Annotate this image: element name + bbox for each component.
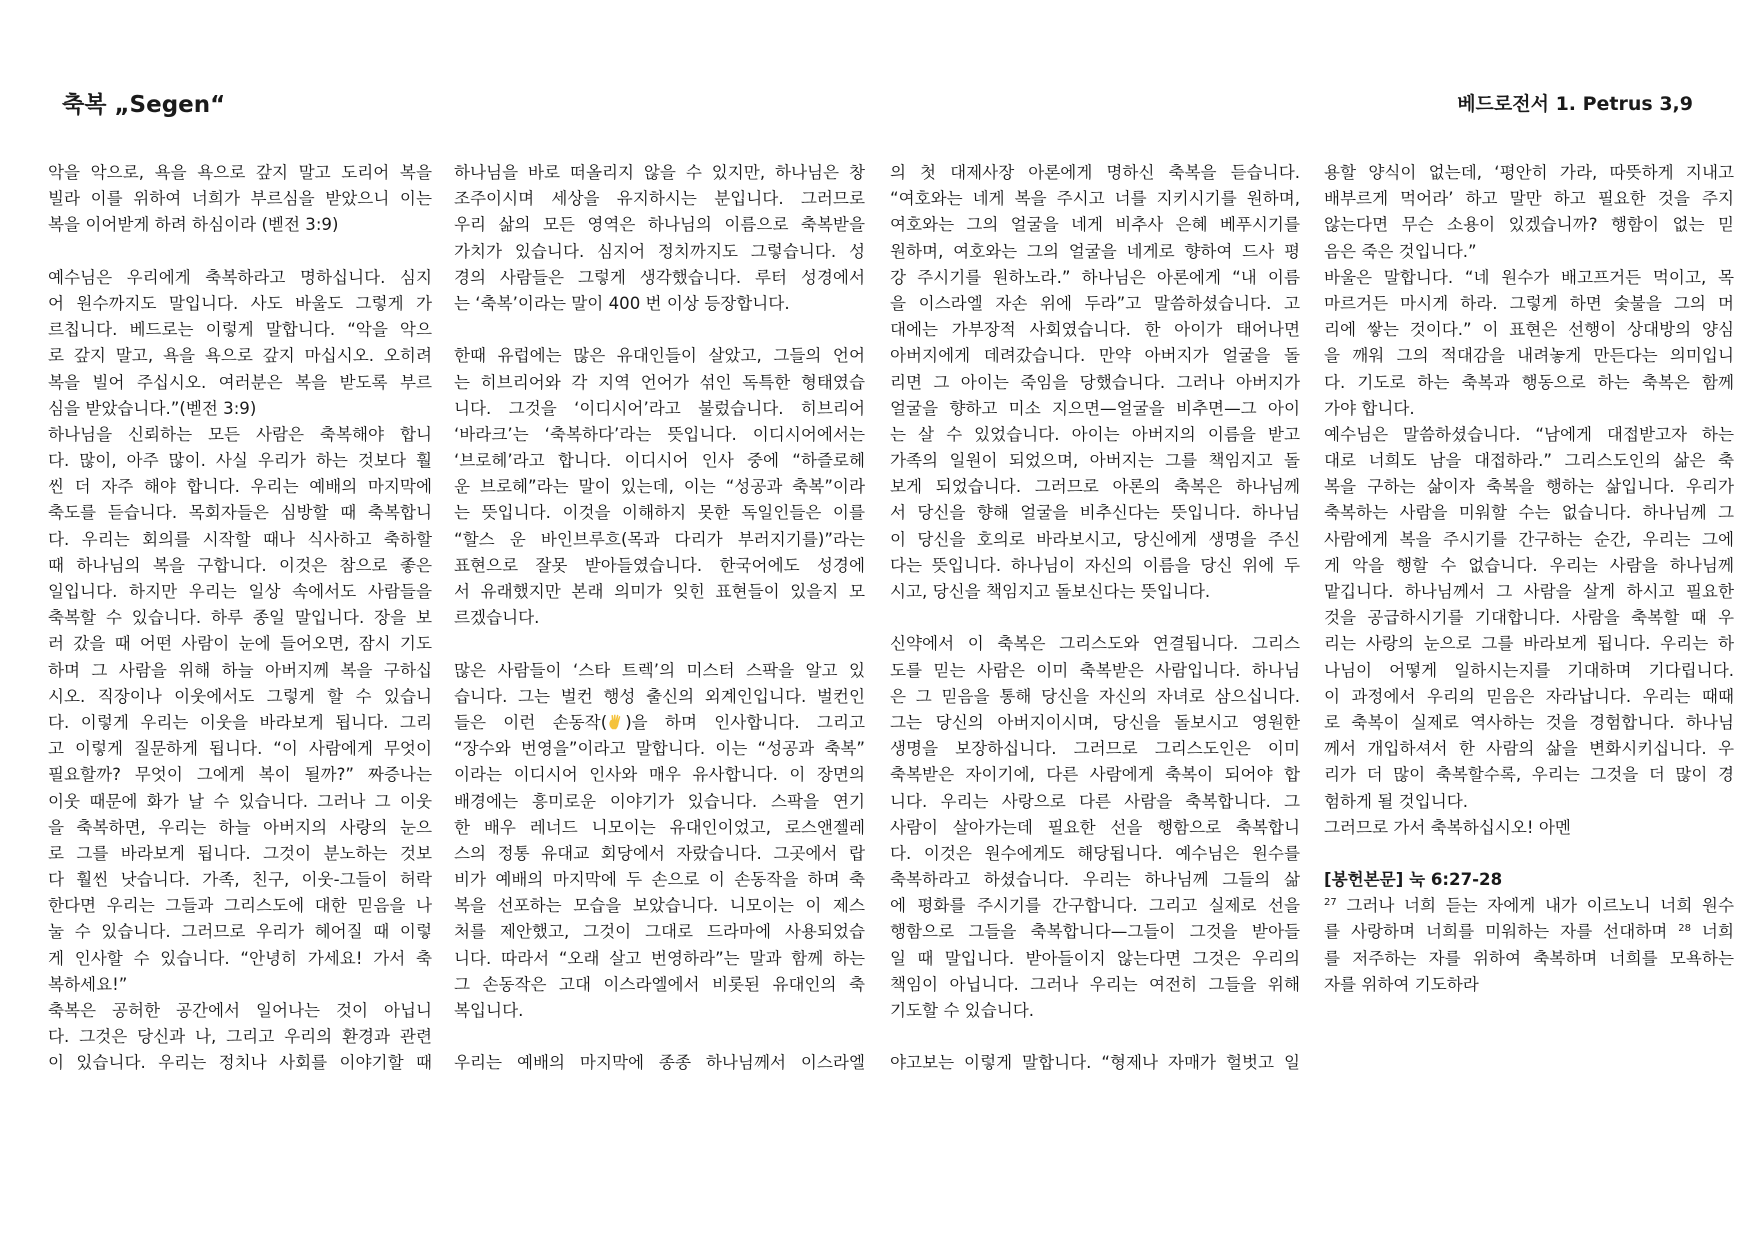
text-segment: 그러므로 가서 축복하십시오! 아멘 [1324,817,1571,837]
text-line [454,841,865,867]
text-line [890,527,1300,553]
text-segment: 악을 악으로, 욕을 욕으로 갚지 말고 도리어 복을 [48,163,432,182]
text-line [454,815,865,841]
text-segment: 바울은 말합니다. “네 원수가 배고프거든 먹이고, 목 [1324,267,1734,287]
text-segment: 복을 빌어 주십시오. 여러분은 복을 받도록 부르 [48,372,432,392]
text-segment: 는 ‘축복’이라는 말이 400 번 이상 등장합니다. [454,293,790,313]
text-line [890,474,1300,500]
text-segment: 기도할 수 있습니다. [890,1001,1035,1020]
paragraph-gap [890,605,1300,631]
text-line [890,1050,1300,1076]
text-segment: 때 하나님의 복을 구합니다. 이것은 참으로 좋은 [48,555,432,575]
text-segment: 에 평화를 주시기를 간구합니다. 그리고 실제로 선을 [890,896,1300,916]
text-segment: 맡깁니다. 하나님께서 그 사람을 살게 하시고 필요한 [1324,582,1734,601]
text-segment: 우리는 예배의 마지막에 종종 하나님께서 이스라엘 [454,1053,865,1073]
text-segment: 을 이스라엘 자손 위에 두라”고 말씀하셨습니다. 고 [890,293,1300,313]
text-segment: 복을 이어받게 하려 하심이라 (벧전 3:9) [48,215,339,235]
text-line [454,474,865,500]
text-line [454,448,865,474]
text-line [454,370,865,396]
text-segment: 생명을 보장하십니다. 그러므로 그리스도인은 이미 [890,739,1300,759]
text-line [890,553,1300,579]
text-segment: 일입니다. 하지만 우리는 일상 속에서도 사람들을 [48,582,432,601]
text-segment: 복하세요!” [48,974,128,994]
text-line [1324,291,1734,317]
text-line [48,160,432,186]
paragraph-gap [454,317,865,343]
text-line [454,527,865,553]
text-segment: 씬 더 자주 해야 합니다. 우리는 예배의 마지막에 [48,477,432,497]
text-line [1324,265,1734,291]
text-line [890,265,1300,291]
text-segment: 음은 죽은 것입니다.” [1324,241,1477,261]
text-line [1324,710,1734,736]
text-line [1324,658,1734,684]
paragraph-gap [890,1024,1300,1050]
text-segment: 하나님을 신뢰하는 모든 사람은 축복해야 합니 [48,424,432,444]
text-segment: 습니다. 그는 벌컨 행성 출신의 외계인입니다. 벌컨인 [454,686,865,706]
text-line [454,736,865,762]
text-line [48,422,432,448]
text-line [454,186,865,212]
text-segment: 배부르게 먹어라’ 하고 말만 하고 필요한 것을 주지 [1324,189,1734,209]
column-1 [48,160,432,1077]
text-line [454,265,865,291]
text-line [48,1050,432,1076]
text-segment: 그는 당신의 아버지이시며, 당신을 돌보시고 영원한 [890,712,1300,732]
page-title: 축복 „Segen“ [62,92,226,118]
text-line [890,867,1300,893]
text-segment: 는 뜻입니다. 이것을 이해하지 못한 독일인들은 이를 [454,503,865,523]
text-segment: 경의 사람들은 그렇게 생각했습니다. 루터 성경에서 [454,267,865,287]
text-line [1324,448,1734,474]
text-segment: 필요할까? 무엇이 그에게 복이 될까?” 짜증나는 [48,765,432,785]
text-segment: 어 원수까지도 말입니다. 사도 바울도 그렇게 가 [48,293,432,313]
text-segment: 시오. 직장이나 이웃에서도 그렇게 할 수 있습니 [48,686,432,706]
text-segment: 심을 받았습니다.”(벧전 3:9) [48,398,257,418]
text-line [1324,579,1734,605]
text-line [454,1050,865,1076]
text-line [48,998,432,1024]
text-line [48,684,432,710]
text-line [890,448,1300,474]
text-segment: 복입니다. [454,1001,524,1020]
text-segment: 르겠습니다. [454,608,540,628]
text-line [890,317,1300,343]
text-line [454,658,865,684]
text-line [890,631,1300,657]
text-line [1324,972,1734,998]
column-4 [1324,160,1734,998]
text-segment: 많은 사람들이 ‘스타 트렉’의 미스터 스팍을 알고 있 [454,660,865,680]
text-segment: 스의 정통 유대교 회당에서 자랐습니다. 그곳에서 랍 [454,843,865,863]
text-segment: 다. 우리는 회의를 시작할 때나 식사하고 축하할 [48,529,432,549]
text-segment: ‘브로헤’라고 합니다. 이디시어 인사 중에 “하즐로헤 [454,451,865,471]
text-segment: 우리 삶의 모든 영역은 하나님의 이름으로 축복받을 [454,215,865,235]
text-segment: 다. 그것은 당신과 나, 그리고 우리의 환경과 관련 [48,1027,432,1047]
text-segment: 의 첫 대제사장 아론에게 명하신 축복을 듣습니다. [890,163,1300,182]
text-line [48,527,432,553]
text-segment: 예수님은 우리에게 축복하라고 명하십니다. 심지 [48,267,432,287]
text-segment: 일 때 말입니다. 받아들이지 않는다면 그것은 우리의 [890,948,1300,968]
text-segment: 예수님은 말씀하셨습니다. “남에게 대접받고자 하는 [1324,424,1734,444]
column-3 [890,160,1300,1077]
text-segment: 한 배우 레너드 니모이는 유대인이었고, 로스앤젤레 [454,817,865,837]
text-line [48,867,432,893]
text-segment: 축복은 공허한 공간에서 일어나는 것이 아닙니 [48,1001,432,1020]
text-line [1324,736,1734,762]
text-line [890,186,1300,212]
text-line [890,658,1300,684]
text-segment: 대로 너희도 남을 대접하라.” 그리스도인의 삶은 축 [1324,451,1734,471]
text-line [48,317,432,343]
paragraph-gap [1324,841,1734,867]
text-segment: 가야 합니다. [1324,398,1415,418]
text-line [890,762,1300,788]
text-segment: 께서 개입하셔서 한 사람의 삶을 변화시키십니다. 우 [1324,739,1734,759]
text-line [890,946,1300,972]
text-segment: 니다. 그것을 ‘이디시어’라고 불렀습니다. 히브리어 [454,398,865,418]
text-line [454,422,865,448]
text-segment: 보게 되었습니다. 그러므로 아론의 축복은 하나님께 [890,477,1300,497]
text-segment: “장수와 번영을”이라고 말합니다. 이는 “성공과 축복” [454,739,865,759]
text-line [890,815,1300,841]
text-segment: 복을 구하는 삶이자 축복을 행하는 삶입니다. 우리가 [1324,477,1734,497]
text-segment: 빌라 이를 위하여 너희가 부르심을 받았으니 이는 [48,189,432,209]
text-line [48,946,432,972]
text-line [890,789,1300,815]
text-line [1324,789,1734,815]
text-segment: 조주이시며 세상을 유지하시는 분입니다. 그러므로 [454,189,865,209]
text-segment: 은 그 믿음을 통해 당신을 자신의 자녀로 삼으십니다. [890,686,1300,706]
text-line [454,946,865,972]
text-segment: [봉헌본문] 눅 6:27-28 [1324,870,1503,890]
text-segment: 험하게 될 것입니다. [1324,791,1469,811]
text-segment: 하나님을 바로 떠올리지 않을 수 있지만, 하나님은 창 [454,163,865,182]
text-line [890,500,1300,526]
text-segment: 다 훨씬 낫습니다. 가족, 친구, 이웃-그들이 허락 [48,870,432,890]
text-line [48,265,432,291]
text-segment: 처를 제안했고, 그것이 그대로 드라마에 사용되었습 [454,922,865,942]
text-segment: 이 당신을 호의로 바라보시고, 당신에게 생명을 주신 [890,529,1300,549]
text-segment: 축복할 수 있습니다. 하루 종일 말입니다. 장을 보 [48,608,432,628]
text-line [454,553,865,579]
text-line [454,212,865,238]
text-segment: “여호와는 네게 복을 주시고 너를 지키시기를 원하며, [890,189,1300,209]
text-segment: 비가 예배의 마지막에 두 손으로 이 손동작을 하며 축 [454,870,865,890]
text-segment: 한다면 우리는 그들과 그리스도에 대한 믿음을 나 [48,896,432,916]
text-segment: 아버지에게 데려갔습니다. 만약 아버지가 얼굴을 돌 [890,346,1300,366]
text-segment: 러 갔을 때 어떤 사람이 눈에 들어오면, 잠시 기도 [48,634,432,654]
text-line [1324,631,1734,657]
text-segment: 여호와는 그의 얼굴을 네게 비추사 은혜 베푸시기를 [890,215,1300,235]
text-line [48,972,432,998]
text-segment: 도를 믿는 사람은 이미 축복받은 사람입니다. 하나님 [890,660,1300,680]
text-segment: 원하며, 여호와는 그의 얼굴을 네게로 향하여 드사 평 [890,241,1300,261]
text-segment: 행함으로 그들을 축복합니다—그들이 그것을 받아들 [890,922,1300,942]
text-segment: 다. 이것은 원수에게도 해당됩니다. 예수님은 원수를 [890,843,1300,863]
text-segment: 축복받은 자이기에, 다른 사람에게 축복이 되어야 합 [890,765,1300,785]
text-line [48,343,432,369]
paragraph-gap [454,1024,865,1050]
verse-number: 28 [1678,923,1691,935]
text-line [48,605,432,631]
text-segment: 대에는 가부장적 사회였습니다. 한 아이가 태어나면 [890,320,1300,340]
text-segment: 다. 이렇게 우리는 이웃을 바라보게 됩니다. 그리 [48,712,432,732]
text-line [454,291,865,317]
text-segment: 을 깨워 그의 적대감을 내려놓게 만든다는 의미입니 [1324,346,1734,366]
text-line [454,684,865,710]
text-line [890,422,1300,448]
text-segment: 하며 그 사람을 위해 하늘 아버지께 복을 구하십 [48,660,432,680]
text-segment: 축복하는 사람을 미워할 수는 없습니다. 하나님께 그 [1324,503,1734,523]
text-segment: 다는 뜻입니다. 하나님이 자신의 이름을 당신 위에 두 [890,555,1300,575]
text-segment: 얼굴을 향하고 미소 지으면—얼굴을 비추면—그 아이 [890,398,1300,418]
text-segment: 니다. 따라서 “오래 살고 번영하라”는 말과 함께 하는 [454,948,865,968]
text-segment: 다. 기도로 하는 축복과 행동으로 하는 축복은 함께 [1324,372,1734,392]
text-segment: 운 브로헤”라는 말이 있는데, 이는 “성공과 축복”이라 [454,477,865,497]
text-segment: 표현으로 잘못 받아들였습니다. 한국어에도 성경에 [454,555,865,575]
text-line [48,291,432,317]
text-line [890,212,1300,238]
text-segment: 이 과정에서 우리의 믿음은 자라납니다. 우리는 때때 [1324,686,1734,706]
text-segment: 사람이 살아가는데 필요한 선을 행함으로 축복합니 [890,817,1300,837]
text-line [1324,396,1734,422]
text-line [1324,370,1734,396]
scripture-reference: 베드로전서 1. Petrus 3,9 [1457,93,1693,115]
text-line [454,239,865,265]
text-line [48,893,432,919]
text-segment: 을 축복하면, 우리는 하늘 아버지의 사랑의 눈으 [48,817,432,837]
text-line [1324,762,1734,788]
text-segment: 게 인사할 수 있습니다. “안녕히 가세요! 가서 축 [48,948,432,968]
text-line [48,710,432,736]
text-line [48,789,432,815]
text-line [890,998,1300,1024]
text-segment: 가족의 일원이 되었으며, 아버지는 그를 책임지고 돌 [890,451,1300,471]
text-line [890,291,1300,317]
text-segment: 리는 사랑의 눈으로 그를 바라보게 됩니다. 우리는 하 [1324,634,1734,654]
text-line [1324,527,1734,553]
text-line [1324,815,1734,841]
text-segment: 신약에서 이 축복은 그리스도와 연결됩니다. 그리스 [890,634,1300,654]
text-segment: 축복하라고 하셨습니다. 우리는 하나님께 그들의 삶 [890,870,1300,890]
text-line [48,396,432,422]
text-segment: 는 살 수 있었습니다. 아이는 아버지의 이름을 받고 [890,424,1300,444]
text-segment: 너희 [1690,922,1734,942]
text-segment: 시고, 당신을 책임지고 돌보신다는 뜻입니다. [890,582,1211,601]
text-segment: “할스 운 바인브루흐(목과 다리가 부러지기를)”라는 [454,529,865,549]
text-segment: 다. 많이, 아주 많이. 사실 우리가 하는 것보다 훨 [48,451,432,471]
paragraph-gap [48,239,432,265]
text-segment: 눌 수 있습니다. 그러므로 우리가 헤어질 때 이렇 [48,922,432,942]
text-line [454,396,865,422]
text-line [48,762,432,788]
text-segment: 가치가 있습니다. 심지어 정치까지도 그렇습니다. 성 [454,241,865,261]
text-line [1324,474,1734,500]
text-segment: 이라는 이디시어 인사와 매우 유사합니다. 이 장면의 [454,765,865,785]
text-line [48,370,432,396]
section-heading [1324,867,1734,893]
text-line [48,919,432,945]
text-line [454,919,865,945]
text-line [48,579,432,605]
text-line [890,160,1300,186]
text-line [48,736,432,762]
text-line [1324,919,1734,945]
text-segment: 축도를 듣습니다. 목회자들은 심방할 때 축복합니 [48,503,432,523]
text-line [48,631,432,657]
text-line [1324,239,1734,265]
text-segment: 르칩니다. 베드로는 이렇게 말합니다. “악을 악으 [48,320,432,340]
text-line [48,1024,432,1050]
text-line [890,710,1300,736]
text-segment: 로 갚지 말고, 욕을 욕으로 갚지 마십시오. 오히려 [48,346,432,366]
text-line [454,579,865,605]
text-segment: 로 그를 바라보게 됩니다. 그것이 분노하는 것보 [48,843,432,863]
text-line [890,684,1300,710]
text-segment: 리가 더 많이 축복할수록, 우리는 그것을 더 많이 경 [1324,765,1734,785]
text-line [890,919,1300,945]
text-segment: 이웃 때문에 화가 날 수 있습니다. 그러나 그 이웃 [48,791,432,811]
text-line [890,370,1300,396]
text-line [1324,684,1734,710]
text-segment: 책임이 아닙니다. 그러나 우리는 여전히 그들을 위해 [890,974,1300,994]
text-line [890,841,1300,867]
text-line [48,474,432,500]
text-line [1324,893,1734,919]
text-line [454,605,865,631]
text-segment: 리에 쌓는 것이다.” 이 표현은 선행이 상대방의 양심 [1324,320,1734,340]
text-segment: 것을 공급하시기를 기대합니다. 사람을 축복할 때 우 [1324,608,1734,628]
text-segment: 자를 위하여 기도하라 [1324,974,1479,994]
text-line [454,789,865,815]
text-line [890,579,1300,605]
text-line [454,343,865,369]
text-segment: 게 악을 행할 수 없습니다. 우리는 사람을 하나님께 [1324,555,1734,575]
text-line [890,972,1300,998]
text-line [1324,212,1734,238]
text-segment: 한때 유럽에는 많은 유대인들이 살았고, 그들의 언어 [454,346,865,366]
text-line [48,500,432,526]
text-line [890,396,1300,422]
text-line [1324,605,1734,631]
text-line [1324,160,1734,186]
text-line [1324,553,1734,579]
text-line [890,343,1300,369]
paragraph-gap [454,631,865,657]
text-segment: 야고보는 이렇게 말합니다. “형제나 자매가 헐벗고 일 [890,1053,1300,1073]
text-line [48,212,432,238]
text-segment: 서 유래했지만 본래 의미가 잊힌 표현들이 있을지 모 [454,582,865,601]
text-segment: 마르거든 마시게 하라. 그렇게 하면 숯불을 그의 머 [1324,293,1734,313]
text-line [48,553,432,579]
text-line [454,710,865,736]
text-segment: 니다. 우리는 사랑으로 다른 사람을 축복합니다. 그 [890,791,1300,811]
text-line [454,972,865,998]
text-segment: 강 주시기를 원하노라.” 하나님은 아론에게 “내 이름 [890,267,1300,287]
text-segment: 로 축복이 실제로 역사하는 것을 경험합니다. 하나님 [1324,712,1734,732]
text-line [48,448,432,474]
column-2 [454,160,865,1077]
text-segment: 나님이 어떻게 일하시는지를 기대하며 기다립니다. [1324,660,1734,680]
text-line [454,500,865,526]
text-line [1324,343,1734,369]
text-segment: 이 있습니다. 우리는 정치나 사회를 이야기할 때 [48,1053,432,1073]
verse-number: 27 [1324,897,1337,909]
text-segment: 복을 선포하는 모습을 보았습니다. 니모이는 이 제스 [454,896,865,916]
text-line [48,186,432,212]
text-line [454,998,865,1024]
text-segment: 않는다면 무슨 소용이 있겠습니까? 행함이 없는 믿 [1324,215,1734,235]
text-segment: 용할 양식이 없는데, ‘평안히 가라, 따뜻하게 지내고 [1324,163,1734,182]
text-segment: 사람에게 복을 주시기를 간구하는 순간, 우리는 그에 [1324,529,1734,549]
text-segment: 는 히브리어와 각 지역 언어가 섞인 독특한 형태였습 [454,372,865,392]
text-segment: 를 사랑하며 너희를 미워하는 자를 선대하며 [1324,922,1679,942]
text-line [48,815,432,841]
text-segment: 서 당신을 향해 얼굴을 비추신다는 뜻입니다. 하나님 [890,503,1300,523]
text-segment: 그 손동작은 고대 이스라엘에서 비롯된 유대인의 축 [454,974,865,994]
text-segment: ‘바라크’는 ‘축복하다’라는 뜻입니다. 이디시어에서는 [454,424,865,444]
text-line [454,893,865,919]
vulcan-salute-icon [607,713,625,731]
text-line [454,762,865,788]
text-line [454,160,865,186]
text-line [890,239,1300,265]
text-line [1324,186,1734,212]
text-line [1324,422,1734,448]
text-line [1324,946,1734,972]
text-line [1324,500,1734,526]
text-line [890,893,1300,919]
text-line [454,867,865,893]
text-segment: )을 하며 인사합니다. 그리고 [625,712,865,732]
text-line [48,658,432,684]
text-segment: 배경에는 흥미로운 이야기가 있습니다. 스팍을 연기 [454,791,865,811]
text-segment: 고 이렇게 질문하게 됩니다. “이 사람에게 무엇이 [48,739,432,759]
text-line [1324,317,1734,343]
text-segment: 리면 그 아이는 죽임을 당했습니다. 그러나 아버지가 [890,372,1300,392]
text-segment: 그러나 너희 듣는 자에게 내가 이르노니 너희 원수 [1336,896,1734,916]
text-line [890,736,1300,762]
text-segment: 들은 이런 손동작( [454,712,608,732]
text-line [48,841,432,867]
text-segment: 를 저주하는 자를 위하여 축복하며 너희를 모욕하는 [1324,948,1734,968]
